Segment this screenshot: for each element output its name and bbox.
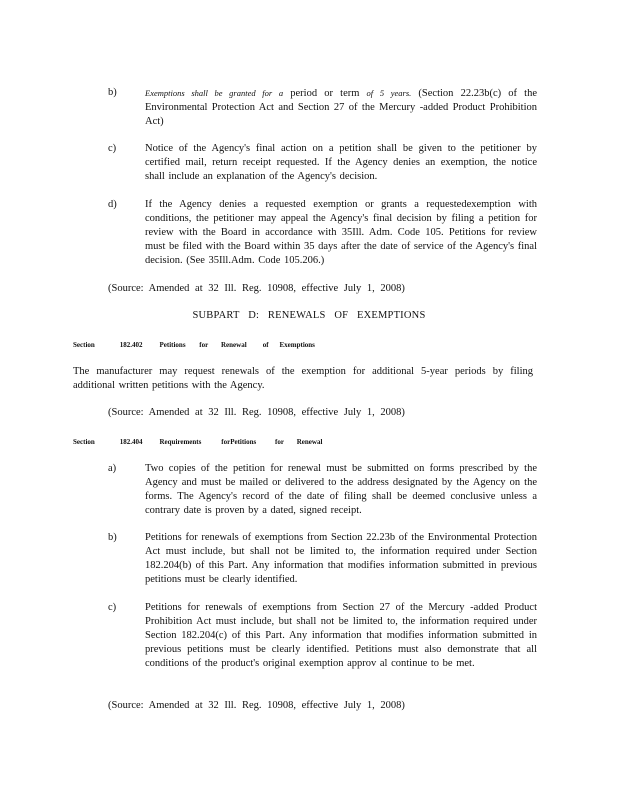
list-item-c-notice — [108, 142, 538, 186]
item-text — [145, 86, 537, 129]
list-item-c-renewal-mercury — [108, 601, 538, 687]
source-note: (Source: Amended at 32 Ill. Reg. 10908, effective July 1, 2008) — [108, 700, 405, 711]
subpart-title: SUBPART D: RENEWALS OF EXEMPTIONS — [192, 310, 426, 321]
item-label: b) — [108, 532, 117, 543]
list-item-a-copies — [108, 462, 538, 520]
title-word: for — [199, 341, 209, 349]
list-item-d-appeal — [108, 198, 538, 270]
item-text: Petitions for renewals of exemptions from Section 27 of the Mercury -added Product Prohibition Act must include, but shall not be limited to, the information required under Section 182.204(c) of this Part. Any information that modifies information submitted in previous petitions must be clearly identified. Petitions must also demonstrate that all conditions of the product's original exemption approv al continue to be met. — [145, 602, 537, 669]
source-note: (Source: Amended at 32 Ill. Reg. 10908, effective July 1, 2008) — [108, 407, 405, 418]
title-word: for — [275, 438, 284, 446]
item-text: Notice of the Agency's final action on a petition shall be given to the petitioner by certified mail, return receipt requested. If the Agency denies an exemption, the notice shall include an explanation of the Agency's decision. — [145, 143, 537, 182]
text-end: (Section 22.23b(c) of the Environmental Protection Act and Section 27 of the Mercury -added Product Prohibition Act) — [145, 88, 537, 127]
item-label: c) — [108, 602, 117, 613]
item-label: a) — [108, 463, 117, 474]
title-word: Requirements — [159, 438, 202, 446]
item-label: b) — [108, 87, 117, 98]
title-word: Petitions — [159, 341, 186, 349]
item-text: If the Agency denies a requested exemption or grants a requestedexemption with conditions, the petitioner may appeal the Agency's final decision by filing a petition for review with the Board in accordance with 35Ill. Adm. Code 105. Petitions for review must be filed with the Board within 35 days after the date of service of the Agency's final decision. (See 35Ill.Adm. Code 105.206.) — [145, 199, 537, 266]
italic-lead: Exemptions shall be granted for a — [145, 88, 284, 98]
title-word: Exemptions — [279, 341, 315, 349]
title-word: Renewal — [296, 438, 323, 446]
paragraph-renewal-request: The manufacturer may request renewals of the exemption for additional 5-year periods by filing additional written petitions with the Agency. — [73, 366, 533, 391]
title-word: forPetitions — [221, 438, 257, 446]
section-heading-404 — [73, 437, 322, 447]
item-label: c) — [108, 143, 117, 154]
title-word: Renewal — [221, 341, 247, 349]
text-mid: period or term — [290, 88, 360, 99]
item-text: Two copies of the petition for renewal must be submitted on forms prescribed by the Agency and must be mailed or delivered to the address designated by the Agency on the forms. The Agency's record of the date of filing shall be deemed conclusive unless a contrary date is proven by a dated, signed receipt. — [145, 463, 537, 516]
title-word: of — [262, 341, 269, 349]
list-item-b-renewal-22-23b — [108, 531, 538, 589]
section-word: Section — [73, 341, 95, 349]
section-word: Section — [73, 438, 95, 446]
italic-tail: of 5 years. — [366, 88, 412, 98]
section-number: 182.402 — [119, 341, 143, 349]
item-text: Petitions for renewals of exemptions from Section 22.23b of the Environmental Protection Act must include, but shall not be limited to, the information required under Section 182.204(b) of this Part. Any information that modifies information submitted in previous petitions must be clearly identified. — [145, 532, 537, 585]
section-number: 182.404 — [119, 438, 143, 446]
item-label: d) — [108, 199, 117, 210]
source-note: (Source: Amended at 32 Ill. Reg. 10908, effective July 1, 2008) — [108, 283, 405, 294]
list-item-b-exemptions — [108, 86, 538, 130]
section-heading-402 — [73, 340, 315, 350]
